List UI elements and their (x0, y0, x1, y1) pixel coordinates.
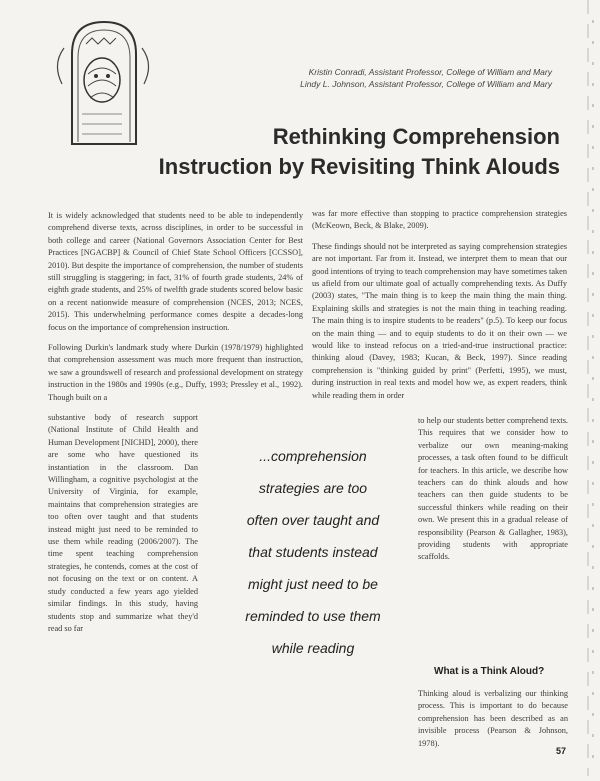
title-line-2: Instruction by Revisiting Think Alouds (158, 154, 560, 179)
paragraph: Following Durkin's landmark study where Durkin (1978/1979) highlighted that comprehension assessment was much more frequent than instruction, we saw a groundswell of research and professional development on strategy instruction in the 1980s and 1990s (e.g., Duffy, 1993; Pressley et al., 1992). Though built on a (48, 343, 303, 402)
scan-edge (582, 0, 600, 776)
author-credits (300, 66, 552, 90)
section-heading: What is a Think Aloud? (434, 666, 545, 677)
title-line-1: Rethinking Comprehension (272, 124, 560, 149)
article-title (150, 122, 560, 182)
pull-quote-line: strategies are too (258, 480, 368, 496)
column-2-bottom (418, 688, 568, 750)
pull-quote (208, 440, 418, 664)
paragraph: These findings should not be interpreted as saying comprehension strategies are not important. Far from it. Instead, we interpret them to mean that our good intentions of trying to teach comprehension may have sometimes taken us afield from our ultimate goal of actually comprehending texts. As Duffy (2003) states, "The main thing is to keep the main thing the main thing. Explaining skills and strategies is not the main thing in teaching reading. The main thing is to inspire students to be readers" (p.5). To keep our focus on the main thing — and to equip students to do it on their own — we would like to instead refocus on a tried-and-true instructional practice: thinking aloud (Davey, 1983; Kucan, & Beck, 1997). Since reading comprehension is "thinking guided by print" (Perfetti, 1995), we must, during instruction in real texts and model how we, as expert readers, think while reading them in order (312, 241, 567, 400)
sketch-artwork (42, 14, 162, 154)
author-2: Lindy L. Johnson, Assistant Professor, College of William and Mary (300, 79, 552, 89)
pull-quote-line: reminded to use them (245, 608, 381, 624)
pull-quote-line: often over taught and (246, 512, 380, 528)
column-1-narrow (48, 412, 198, 635)
paragraph: was far more effective than stopping to practice comprehension strategies (McKeown, Beck, & Blake, 2009). (312, 209, 567, 231)
paragraph: It is widely acknowledged that students need to be able to independently comprehend diverse texts, across disciplines, in order to be successful in both college and career (National Governors Association Center for Best Practices [NGACBP] & Council of Chief State School Officers [CCSSO], 2010). But despite the importance of comprehension, the number of students still struggling is staggering; in fact, 31% of fourth grade students, 24% of eighth grade students, and 25% of twelfth grade students scored below basic on a recent nationwide measure of comprehension (NCES, 2013; NCES, 2015). This underwhelming performance comes despite a decades-long focus on the importance of comprehension instruction. (48, 211, 303, 332)
pull-quote-line: while reading (271, 640, 355, 656)
author-1: Kristin Conradi, Assistant Professor, College of William and Mary (308, 67, 552, 77)
paragraph: substantive body of research support (National Institute of Child Health and Human Development [NICHD], 2000), there are some who have questioned its instantiation in the classroom. Dan Willingham, a cognitive psychologist at the University of Virginia, for example, maintains that comprehension strategies are too often over taught and that students instead might just need to be reminded to use them while reading (2006/2007). The time spent teaching comprehension strategies, he contends, comes at the cost of not focusing on the text or on content. A study conducted a few years ago yielded similar findings. In this study, having students stop and summarize what they'd read so far (48, 413, 198, 633)
column-2-narrow (418, 415, 568, 564)
column-1 (48, 210, 303, 412)
paragraph: to help our students better comprehend texts. This requires that we consider how to verbalize our own meaning-making processes, a task often found to be difficult for teachers. In this article, we describe how teachers can do think alouds and how teachers can then guide students to be successful thinkers while reading on their own. We present this in a gradual release of responsibility (Pearson & Gallagher, 1983), providing students with appropriate scaffolds. (418, 416, 568, 562)
column-2 (312, 208, 567, 410)
pull-quote-line: might just need to be (248, 576, 378, 592)
scan-edge-marks (582, 0, 600, 776)
page-number: 57 (555, 746, 566, 756)
journal-logo (42, 14, 162, 154)
paragraph: Thinking aloud is verbalizing our thinking process. This is important to do because comprehension has been described as an invisible process (Pearson & Johnson, 1978). (418, 689, 568, 748)
pull-quote-line: that students instead (248, 544, 378, 560)
pull-quote-line: ...comprehension (259, 448, 367, 464)
